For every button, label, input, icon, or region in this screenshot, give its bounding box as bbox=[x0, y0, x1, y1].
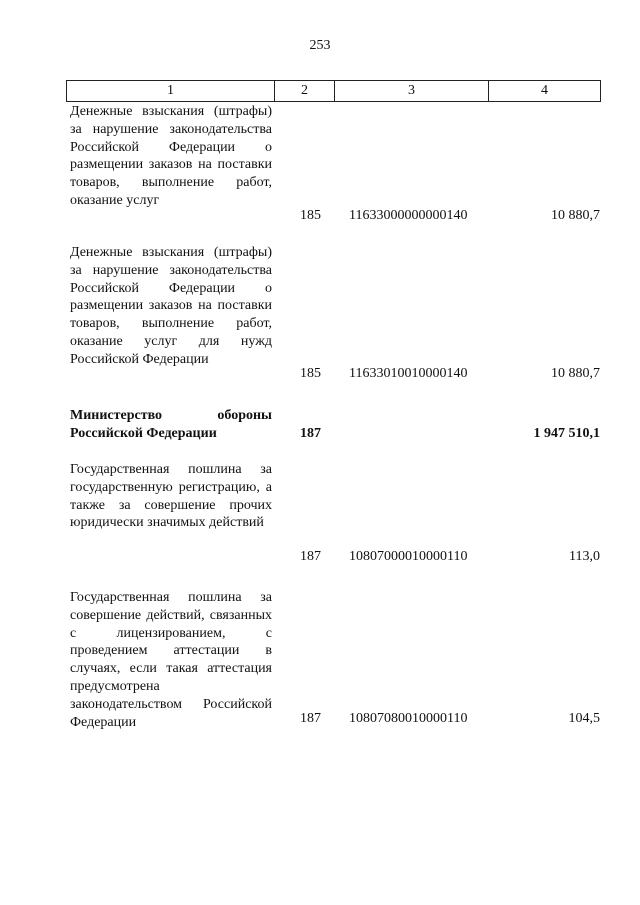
column-header-1: 1 bbox=[67, 81, 275, 101]
row-kbk: 10807000010000110 bbox=[349, 549, 468, 564]
row-description: Денежные взыскания (штрафы) за нарушение законодательства Российской Федерации о размещении заказов на поставки товаров, выполнение работ, оказание услуг bbox=[70, 104, 272, 208]
row-code: 187 bbox=[300, 426, 321, 441]
row-description: Государственная пошлина за государственную регистрацию, а также за совершение прочих юридически значимых действий bbox=[70, 462, 272, 531]
row-code: 185 bbox=[300, 208, 321, 223]
row-description: Государственная пошлина за совершение действий, связанных с лицензированием, с проведением аттестации в случаях, если такая аттестация предусмотрена законодательством Российской Федерации bbox=[70, 590, 272, 730]
row-kbk: 11633010010000140 bbox=[349, 366, 468, 381]
ministry-total-amount: 1 947 510,1 bbox=[533, 426, 600, 441]
row-amount: 10 880,7 bbox=[551, 208, 600, 223]
page-number: 253 bbox=[309, 38, 331, 53]
row-code: 187 bbox=[300, 711, 321, 726]
row-amount: 10 880,7 bbox=[551, 366, 600, 381]
row-code: 185 bbox=[300, 366, 321, 381]
column-header-3: 3 bbox=[335, 81, 489, 101]
row-kbk: 10807080010000110 bbox=[349, 711, 468, 726]
column-header-2: 2 bbox=[275, 81, 335, 101]
row-code: 187 bbox=[300, 549, 321, 564]
row-amount: 113,0 bbox=[569, 549, 600, 564]
column-header-4: 4 bbox=[541, 83, 548, 98]
table-header bbox=[66, 80, 601, 102]
ministry-name: Министерство обороны Российской Федерации bbox=[70, 408, 272, 441]
row-description: Денежные взыскания (штрафы) за нарушение законодательства Российской Федерации о размещении заказов на поставки товаров, выполнение работ, оказание услуг для нужд Российской Федерации bbox=[70, 245, 272, 367]
row-kbk: 11633000000000140 bbox=[349, 208, 468, 223]
row-amount: 104,5 bbox=[568, 711, 600, 726]
